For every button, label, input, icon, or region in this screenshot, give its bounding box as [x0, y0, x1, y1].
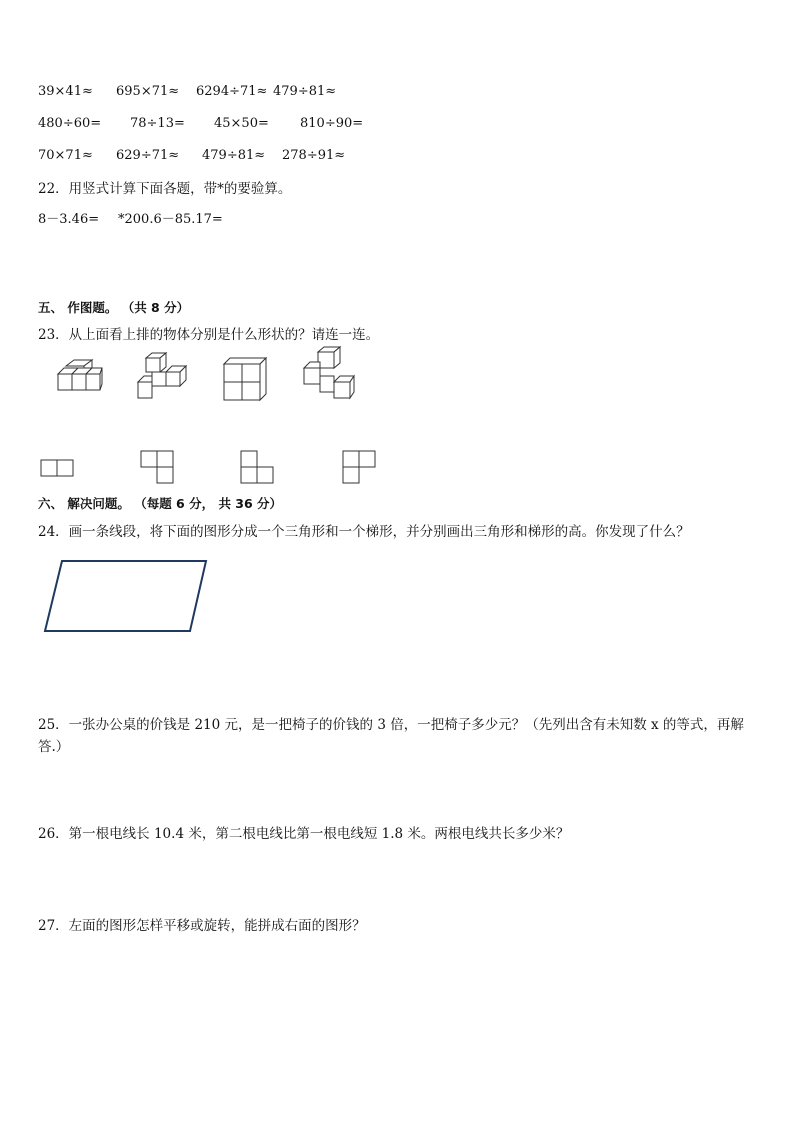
top-view-2 [140, 450, 176, 486]
estimate-2-1: 480÷60= [38, 116, 102, 131]
top-view-4 [342, 450, 378, 486]
question-25-line1: 25．一张办公桌的价钱是 210 元，是一把椅子的价钱的 3 倍，一把椅子多少元？（先列出含有未知数 x 的等式，再解 [38, 717, 744, 733]
estimate-3-3: 479÷81≈ [202, 148, 266, 163]
cube-figure-1 [56, 356, 104, 402]
estimate-1-1: 39×41≈ [38, 84, 93, 99]
question-25-line2: 答.） [38, 739, 70, 755]
estimate-3-4: 278÷91≈ [282, 148, 346, 163]
estimate-3-1: 70×71≈ [38, 148, 93, 163]
parallelogram-figure [42, 558, 210, 634]
estimate-1-3: 6294÷71≈ [196, 84, 268, 99]
cube-figure-4 [300, 346, 356, 402]
question-24: 24．画一条线段，将下面的图形分成一个三角形和一个梯形，并分别画出三角形和梯形的高。你发现了什么？ [38, 524, 690, 540]
question-27: 27．左面的图形怎样平移或旋转，能拼成右面的图形？ [38, 918, 366, 934]
cube-figure-2 [136, 352, 188, 404]
question-26: 26．第一根电线长 10.4 米，第二根电线比第一根电线短 1.8 米。两根电线共长多少米？ [38, 826, 570, 842]
top-view-3 [240, 450, 276, 486]
section-6-title: 六、 解决问题。 （每题 6 分， 共 36 分） [38, 496, 283, 511]
cube-figure-3 [220, 354, 270, 402]
estimate-3-2: 629÷71≈ [116, 148, 180, 163]
q22-item-2: *200.6－85.17= [118, 212, 223, 227]
estimate-2-2: 78÷13= [130, 116, 185, 131]
top-view-1 [40, 458, 76, 478]
question-22: 22．用竖式计算下面各题，带*的要验算。 [38, 181, 292, 197]
estimate-1-4: 479÷81≈ [273, 84, 337, 99]
q22-item-1: 8－3.46= [38, 212, 100, 227]
estimate-1-2: 695×71≈ [116, 84, 180, 99]
section-5-title: 五、 作图题。 （共 8 分） [38, 300, 190, 315]
question-23: 23．从上面看上排的物体分别是什么形状的？请连一连。 [38, 327, 380, 343]
estimate-2-4: 810÷90= [300, 116, 364, 131]
estimate-2-3: 45×50= [214, 116, 269, 131]
